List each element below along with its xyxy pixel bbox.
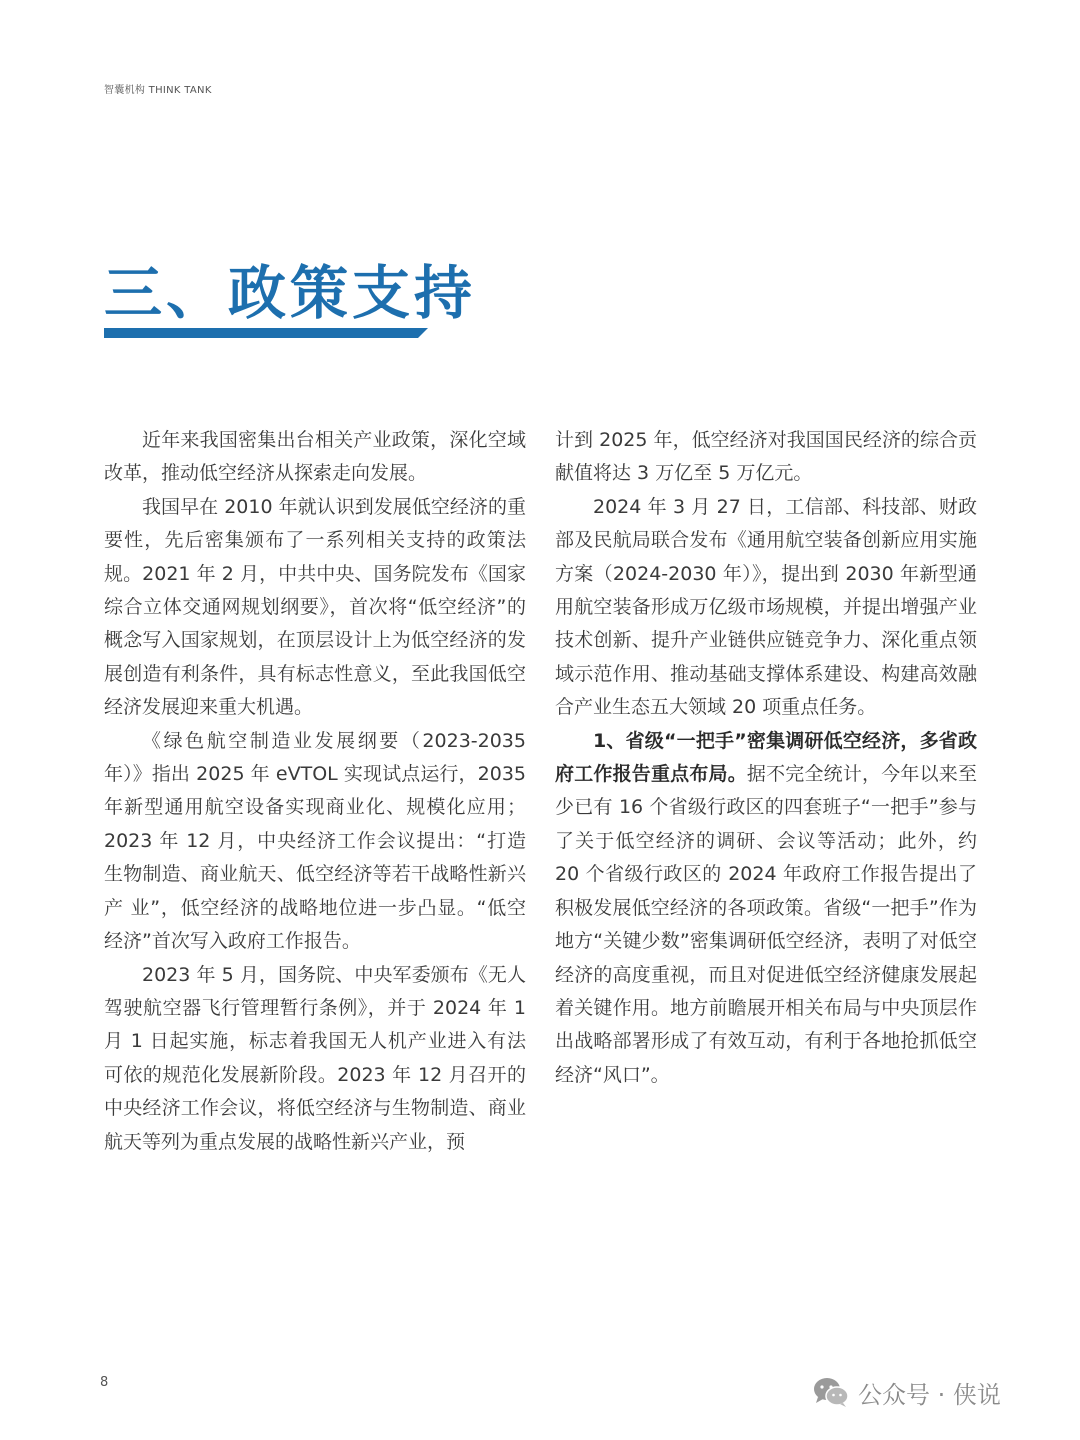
paragraph: 2024 年 3 月 27 日，工信部、科技部、财政部及民航局联合发布《通用航空装备创新应用实施方案（2024-2030 年）》，提出到 2030 年新型通用航空装备形成万亿级市场规模，并提出增强产业技术创新、提升产业链供应链竞争力、深化重点领域示范作用、推动基础支撑体系建设、构建高效融合产业生态五大领域 20 项重点任务。: [555, 495, 977, 719]
page-number: 8: [100, 1375, 109, 1390]
paragraph-text: 据不完全统计，今年以来至少已有 16 个省级行政区的四套班子“一把手”参与了关于低空经济的调研、会议等活动；此外，约 20 个省级行政区的 2024 年政府工作报告提出了积极发展低空经济的各项政策。省级“一把手”作为地方“关键少数”密集调研低空经济，表明了对低空经济的高度重视，而且对促进低空经济健康发展起着关键作用。地方前瞻展开相关布局与中央顶层作出战略部署形成了有效互动，有利于各地抢抓低空经济“风口”。: [555, 763, 977, 1086]
paragraph: [555, 725, 977, 1092]
bold-lead-sentence: 1、省级“一把手”密集调研低空经济，多省政府工作报告重点布局。: [555, 729, 977, 786]
watermark-text: 公众号 · 侠说: [858, 1380, 1001, 1409]
right-column: [555, 424, 977, 1092]
header-org: 智囊机构 THINK TANK: [104, 85, 212, 96]
section-title: 三、政策支持: [104, 259, 477, 327]
paragraph: 计到 2025 年，低空经济对我国国民经济的综合贡献值将达 3 万亿至 5 万亿元。: [555, 429, 977, 485]
watermark: [812, 1372, 1001, 1412]
paragraph: 2023 年 5 月，国务院、中央军委颁布《无人驾驶航空器飞行管理暂行条例》，并于 2024 年 1 月 1 日起实施，标志着我国无人机产业进入有法可依的规范化发展新阶段。2023 年 12 月召开的中央经济工作会议，将低空经济与生物制造、商业航天等列为重点发展的战略性新兴产业，预: [104, 963, 526, 1153]
wechat-icon: [812, 1376, 850, 1408]
left-column: [104, 424, 526, 1159]
paragraph: 我国早在 2010 年就认识到发展低空经济的重要性，先后密集颁布了一系列相关支持的政策法规。2021 年 2 月，中共中央、国务院发布《国家综合立体交通网规划纲要》，首次将“低空经济”的概念写入国家规划，在顶层设计上为低空经济的发展创造有利条件，具有标志性意义，至此我国低空经济发展迎来重大机遇。: [104, 495, 526, 719]
paragraph: 近年来我国密集出台相关产业政策，深化空域改革，推动低空经济从探索走向发展。: [104, 429, 526, 485]
title-underline: [104, 328, 428, 338]
paragraph: 《绿色航空制造业发展纲要（2023-2035 年）》指出 2025 年 eVTOL 实现试点运行，2035 年新型通用航空设备实现商业化、规模化应用；2023 年 12 月，中央经济工作会议提出：“打造生物制造、商业航天、低空经济等若干战略性新兴产 业”，低空经济的战略地位进一步凸显。“低空经济”首次写入政府工作报告。: [104, 729, 526, 953]
